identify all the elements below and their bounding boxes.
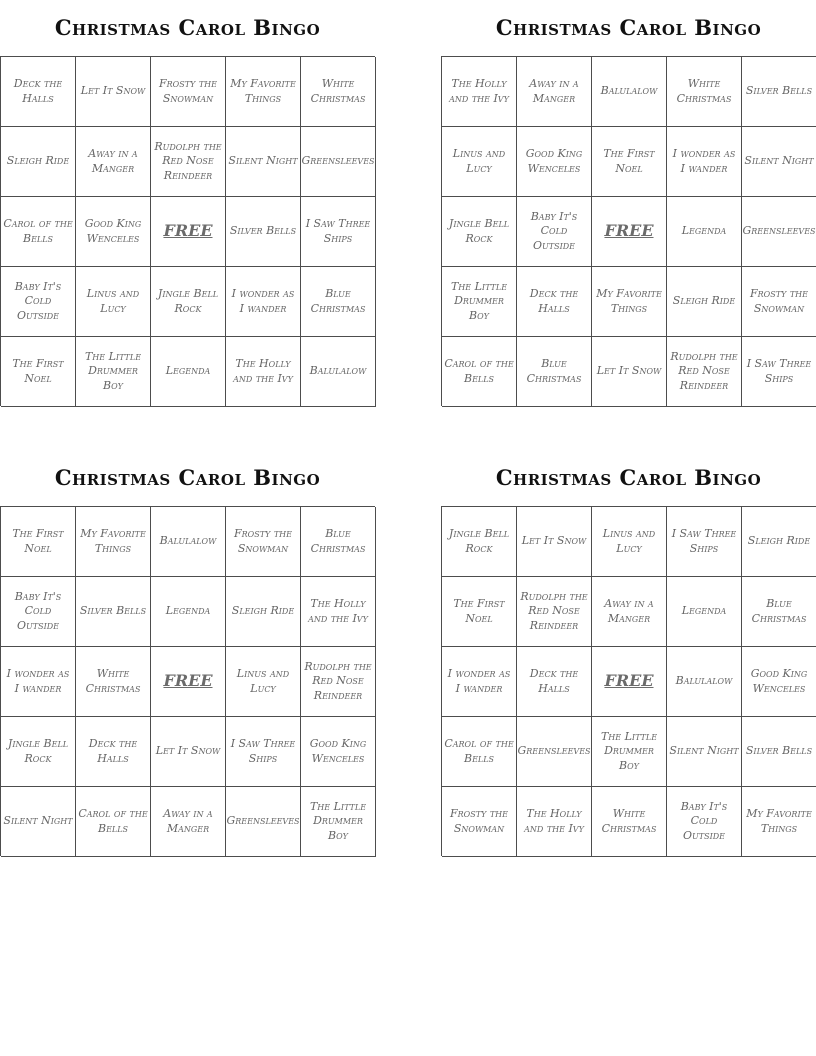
bingo-cell: Blue Christmas bbox=[742, 577, 816, 647]
bingo-cell: My Favorite Things bbox=[592, 267, 667, 337]
bingo-cell: The First Noel bbox=[442, 577, 517, 647]
bingo-cell: Carol of the Bells bbox=[442, 337, 517, 407]
bingo-grid bbox=[0, 56, 375, 406]
bingo-cell: I wonder as I wander bbox=[1, 647, 76, 717]
bingo-cell: Good King Wenceles bbox=[76, 197, 151, 267]
bingo-cell: Baby It's Cold Outside bbox=[517, 197, 592, 267]
bingo-cell: My Favorite Things bbox=[226, 57, 301, 127]
bingo-cell: I Saw Three Ships bbox=[742, 337, 816, 407]
bingo-cell: White Christmas bbox=[592, 787, 667, 857]
bingo-cell: Baby It's Cold Outside bbox=[667, 787, 742, 857]
bingo-card-1 bbox=[0, 0, 375, 406]
bingo-cell: I Saw Three Ships bbox=[667, 507, 742, 577]
bingo-cell: I wonder as I wander bbox=[226, 267, 301, 337]
bingo-cell: I wonder as I wander bbox=[442, 647, 517, 717]
bingo-card-4 bbox=[441, 450, 816, 856]
bingo-cell: Silent Night bbox=[1, 787, 76, 857]
bingo-cell: Let It Snow bbox=[76, 57, 151, 127]
bingo-cell: Good King Wenceles bbox=[517, 127, 592, 197]
bingo-cell: Blue Christmas bbox=[517, 337, 592, 407]
free-space: FREE bbox=[151, 197, 226, 267]
bingo-cell: Sleigh Ride bbox=[742, 507, 816, 577]
bingo-cell: The Little Drummer Boy bbox=[442, 267, 517, 337]
bingo-cell: I Saw Three Ships bbox=[226, 717, 301, 787]
bingo-card-2 bbox=[441, 0, 816, 406]
bingo-cell: Blue Christmas bbox=[301, 507, 376, 577]
bingo-cell: Blue Christmas bbox=[301, 267, 376, 337]
bingo-cell: Let It Snow bbox=[151, 717, 226, 787]
bingo-cell: Silent Night bbox=[742, 127, 816, 197]
bingo-cell: Linus and Lucy bbox=[442, 127, 517, 197]
bingo-cell: Linus and Lucy bbox=[226, 647, 301, 717]
bingo-cell: Legenda bbox=[667, 197, 742, 267]
bingo-cell: The Little Drummer Boy bbox=[301, 787, 376, 857]
bingo-cell: Legenda bbox=[667, 577, 742, 647]
bingo-cell: I wonder as I wander bbox=[667, 127, 742, 197]
bingo-cell: White Christmas bbox=[76, 647, 151, 717]
bingo-cell: Silver Bells bbox=[76, 577, 151, 647]
bingo-cell: Frosty the Snowman bbox=[226, 507, 301, 577]
bingo-cell: The Holly and the Ivy bbox=[226, 337, 301, 407]
bingo-cell: Silent Night bbox=[667, 717, 742, 787]
bingo-cell: Balulalow bbox=[151, 507, 226, 577]
bingo-cell: Silent Night bbox=[226, 127, 301, 197]
bingo-cell: Jingle Bell Rock bbox=[442, 507, 517, 577]
bingo-cell: Jingle Bell Rock bbox=[442, 197, 517, 267]
bingo-cell: Greensleeves bbox=[742, 197, 816, 267]
bingo-cell: Balulalow bbox=[301, 337, 376, 407]
bingo-cell: Deck the Halls bbox=[517, 647, 592, 717]
card-title: Christmas Carol Bingo bbox=[495, 15, 762, 40]
bingo-card-3 bbox=[0, 450, 375, 856]
bingo-cell: Away in a Manger bbox=[517, 57, 592, 127]
bingo-cell: Rudolph the Red Nose Reindeer bbox=[667, 337, 742, 407]
bingo-cell: Frosty the Snowman bbox=[742, 267, 816, 337]
bingo-cell: Baby It's Cold Outside bbox=[1, 577, 76, 647]
bingo-cell: Greensleeves bbox=[301, 127, 376, 197]
bingo-cell: Sleigh Ride bbox=[1, 127, 76, 197]
card-title: Christmas Carol Bingo bbox=[54, 465, 321, 490]
bingo-cell: The First Noel bbox=[1, 507, 76, 577]
bingo-cell: The First Noel bbox=[1, 337, 76, 407]
bingo-cell: Frosty the Snowman bbox=[151, 57, 226, 127]
bingo-cell: The Little Drummer Boy bbox=[76, 337, 151, 407]
bingo-cell: Let It Snow bbox=[592, 337, 667, 407]
bingo-cell: Silver Bells bbox=[226, 197, 301, 267]
free-space: FREE bbox=[592, 647, 667, 717]
bingo-grid bbox=[441, 506, 816, 856]
bingo-cell: Balulalow bbox=[592, 57, 667, 127]
bingo-cell: Jingle Bell Rock bbox=[151, 267, 226, 337]
bingo-cell: My Favorite Things bbox=[76, 507, 151, 577]
bingo-cell: The Holly and the Ivy bbox=[301, 577, 376, 647]
bingo-cell: Jingle Bell Rock bbox=[1, 717, 76, 787]
bingo-cell: The Holly and the Ivy bbox=[517, 787, 592, 857]
bingo-cell: Frosty the Snowman bbox=[442, 787, 517, 857]
bingo-cell: Rudolph the Red Nose Reindeer bbox=[301, 647, 376, 717]
bingo-cell: Legenda bbox=[151, 577, 226, 647]
bingo-cell: The First Noel bbox=[592, 127, 667, 197]
bingo-grid bbox=[0, 506, 375, 856]
bingo-cell: Let It Snow bbox=[517, 507, 592, 577]
free-space: FREE bbox=[592, 197, 667, 267]
bingo-cell: Rudolph the Red Nose Reindeer bbox=[151, 127, 226, 197]
bingo-cell: Silver Bells bbox=[742, 57, 816, 127]
bingo-cell: Linus and Lucy bbox=[76, 267, 151, 337]
bingo-cell: Carol of the Bells bbox=[1, 197, 76, 267]
bingo-grid bbox=[441, 56, 816, 406]
bingo-cell: My Favorite Things bbox=[742, 787, 816, 857]
bingo-cell: Carol of the Bells bbox=[76, 787, 151, 857]
bingo-cell: I Saw Three Ships bbox=[301, 197, 376, 267]
bingo-cell: Deck the Halls bbox=[517, 267, 592, 337]
bingo-cell: Deck the Halls bbox=[1, 57, 76, 127]
bingo-cell: Legenda bbox=[151, 337, 226, 407]
bingo-cell: Greensleeves bbox=[517, 717, 592, 787]
bingo-cell: Sleigh Ride bbox=[667, 267, 742, 337]
bingo-cell: Good King Wenceles bbox=[301, 717, 376, 787]
bingo-cell: Deck the Halls bbox=[76, 717, 151, 787]
bingo-cell: Away in a Manger bbox=[151, 787, 226, 857]
bingo-cell: The Holly and the Ivy bbox=[442, 57, 517, 127]
bingo-cell: Away in a Manger bbox=[76, 127, 151, 197]
card-title: Christmas Carol Bingo bbox=[495, 465, 762, 490]
bingo-cell: The Little Drummer Boy bbox=[592, 717, 667, 787]
bingo-cell: Greensleeves bbox=[226, 787, 301, 857]
bingo-cell: White Christmas bbox=[301, 57, 376, 127]
bingo-cell: Good King Wenceles bbox=[742, 647, 816, 717]
bingo-cell: Sleigh Ride bbox=[226, 577, 301, 647]
bingo-cell: White Christmas bbox=[667, 57, 742, 127]
bingo-cell: Rudolph the Red Nose Reindeer bbox=[517, 577, 592, 647]
free-space: FREE bbox=[151, 647, 226, 717]
card-title: Christmas Carol Bingo bbox=[54, 15, 321, 40]
bingo-cell: Away in a Manger bbox=[592, 577, 667, 647]
bingo-cell: Linus and Lucy bbox=[592, 507, 667, 577]
bingo-cell: Carol of the Bells bbox=[442, 717, 517, 787]
bingo-cell: Balulalow bbox=[667, 647, 742, 717]
bingo-cell: Baby It's Cold Outside bbox=[1, 267, 76, 337]
bingo-cell: Silver Bells bbox=[742, 717, 816, 787]
